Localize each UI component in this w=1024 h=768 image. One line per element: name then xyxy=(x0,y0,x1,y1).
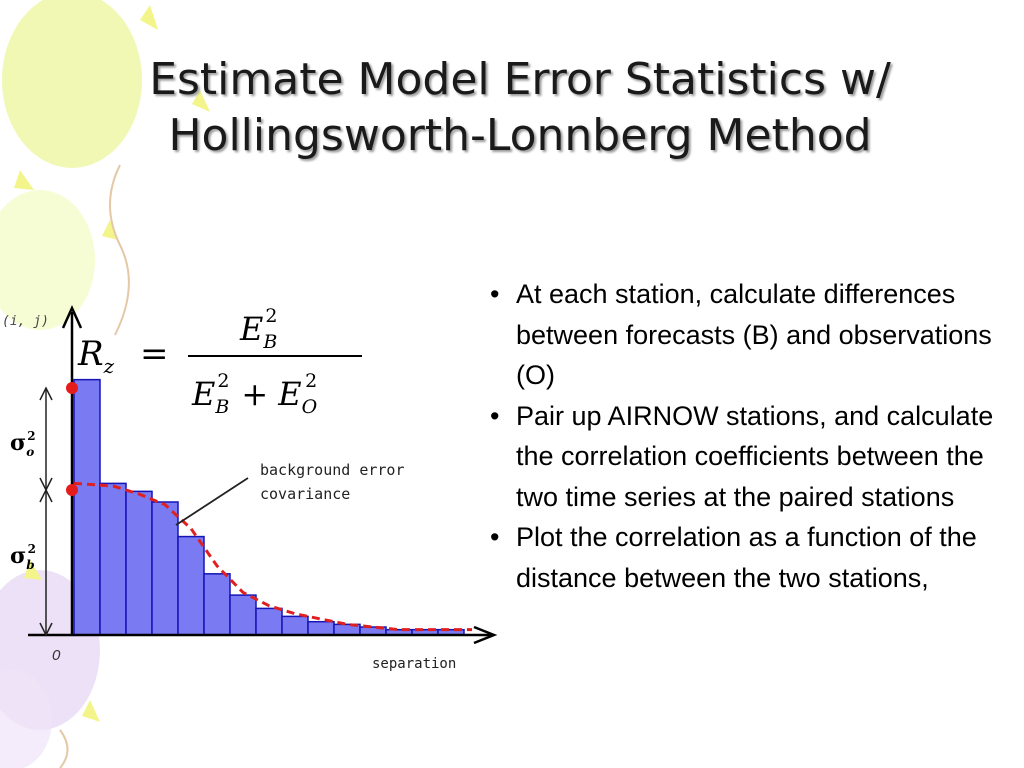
origin-label: 0 xyxy=(52,647,61,664)
slide-title-line-2: Hollingsworth-Lonnberg Method xyxy=(168,110,872,161)
formula-equals: = xyxy=(140,334,169,374)
annotation-pointer-line xyxy=(176,478,248,525)
balloon-yellow-decoration xyxy=(0,0,142,330)
formula xyxy=(77,305,362,418)
slide-title xyxy=(40,52,1000,164)
bullet-item xyxy=(490,274,1024,396)
bullet-text: At each station, calculate differences between forecasts (B) and observations (O) xyxy=(516,279,992,390)
bullet-dot-icon: • xyxy=(490,522,500,552)
annotation-text-line-1: background error xyxy=(260,461,405,479)
bullet-item xyxy=(490,517,1024,598)
histogram-bar xyxy=(152,502,178,635)
bullet-text: Plot the correlation as a function of the distance between the two stations, xyxy=(516,522,977,593)
sigma-b-label: $\sigma_b2$ xyxy=(10,542,36,572)
histogram-bar xyxy=(308,622,334,635)
bullet-dot-icon: • xyxy=(490,279,500,309)
histogram-bar xyxy=(282,616,308,635)
slide-title-line-1: Estimate Model Error Statistics w/ xyxy=(149,54,891,105)
bullet-list xyxy=(490,274,1024,598)
annotation-text-line-2: covariance xyxy=(260,485,351,503)
histogram-bars xyxy=(74,380,464,635)
x-axis-label: separation xyxy=(372,656,457,672)
histogram-bar xyxy=(204,574,230,635)
histogram-bar xyxy=(178,537,204,635)
sigma-o-marker xyxy=(66,382,78,394)
covariance-diagram xyxy=(0,290,500,680)
bullet-text: Pair up AIRNOW stations, and calculate the correlation coefficients between the two time series at the paired stations xyxy=(516,400,994,512)
histogram-bar xyxy=(126,491,152,635)
histogram-bar xyxy=(256,608,282,635)
sigma-o-label: $\sigma_o2$ xyxy=(10,429,36,459)
formula-numerator: $E_B2$ xyxy=(240,305,278,353)
histogram-bar xyxy=(74,380,100,635)
histogram-bar xyxy=(230,595,256,635)
sigma-b-marker xyxy=(66,484,78,496)
bullet-item xyxy=(490,396,1024,518)
formula-denominator: $E_B2 + E_O2$ xyxy=(192,370,318,418)
bullet-dot-icon: • xyxy=(490,400,500,431)
formula-lhs: $R_z$ xyxy=(78,334,115,378)
y-axis-label: (i, j) xyxy=(2,314,49,329)
histogram-bar xyxy=(100,483,126,635)
